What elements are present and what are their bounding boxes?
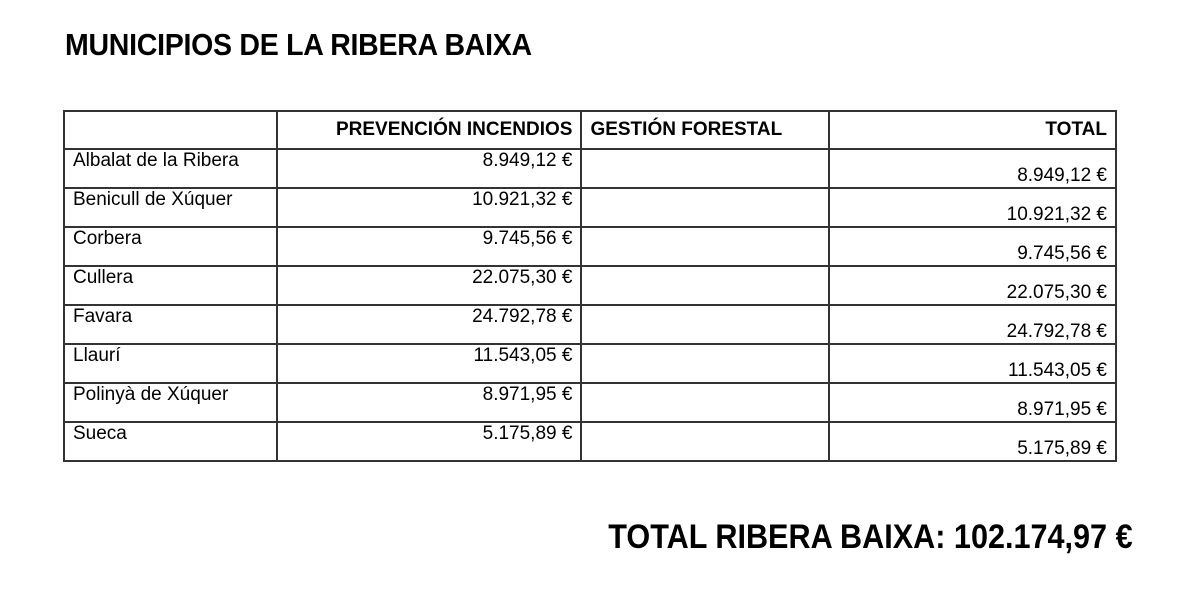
cell-gestion [581,344,829,383]
cell-prevencion: 24.792,78 € [277,305,581,344]
header-gestion-forestal: GESTIÓN FORESTAL [581,111,829,149]
cell-total: 9.745,56 € [829,227,1116,266]
cell-municipio: Albalat de la Ribera [64,149,277,188]
cell-gestion [581,422,829,461]
cell-prevencion: 22.075,30 € [277,266,581,305]
cell-gestion [581,383,829,422]
table-row [64,344,1116,383]
cell-municipio: Sueca [64,422,277,461]
cell-prevencion: 5.175,89 € [277,422,581,461]
table-header-row [64,111,1116,149]
table-row [64,149,1116,188]
cell-gestion [581,227,829,266]
header-total: TOTAL [829,111,1116,149]
cell-total: 11.543,05 € [829,344,1116,383]
cell-gestion [581,149,829,188]
cell-prevencion: 9.745,56 € [277,227,581,266]
header-prevencion-incendios: PREVENCIÓN INCENDIOS [277,111,581,149]
cell-municipio: Benicull de Xúquer [64,188,277,227]
cell-gestion [581,305,829,344]
cell-municipio: Corbera [64,227,277,266]
table-row [64,305,1116,344]
table-row [64,383,1116,422]
table-row [64,266,1116,305]
cell-municipio: Polinyà de Xúquer [64,383,277,422]
table-row [64,188,1116,227]
table-row [64,422,1116,461]
cell-prevencion: 8.971,95 € [277,383,581,422]
table-row [64,227,1116,266]
cell-gestion [581,266,829,305]
header-municipio [64,111,277,149]
cell-prevencion: 8.949,12 € [277,149,581,188]
cell-prevencion: 10.921,32 € [277,188,581,227]
cell-total: 10.921,32 € [829,188,1116,227]
cell-municipio: Favara [64,305,277,344]
cell-gestion [581,188,829,227]
grand-total: TOTAL RIBERA BAIXA: 102.174,97 € [608,518,1133,556]
cell-municipio: Cullera [64,266,277,305]
cell-total: 24.792,78 € [829,305,1116,344]
cell-total: 22.075,30 € [829,266,1116,305]
cell-total: 8.949,12 € [829,149,1116,188]
cell-prevencion: 11.543,05 € [277,344,581,383]
budget-table [63,110,1117,462]
cell-total: 8.971,95 € [829,383,1116,422]
cell-total: 5.175,89 € [829,422,1116,461]
page-title: MUNICIPIOS DE LA RIBERA BAIXA [65,27,532,62]
cell-municipio: Llaurí [64,344,277,383]
